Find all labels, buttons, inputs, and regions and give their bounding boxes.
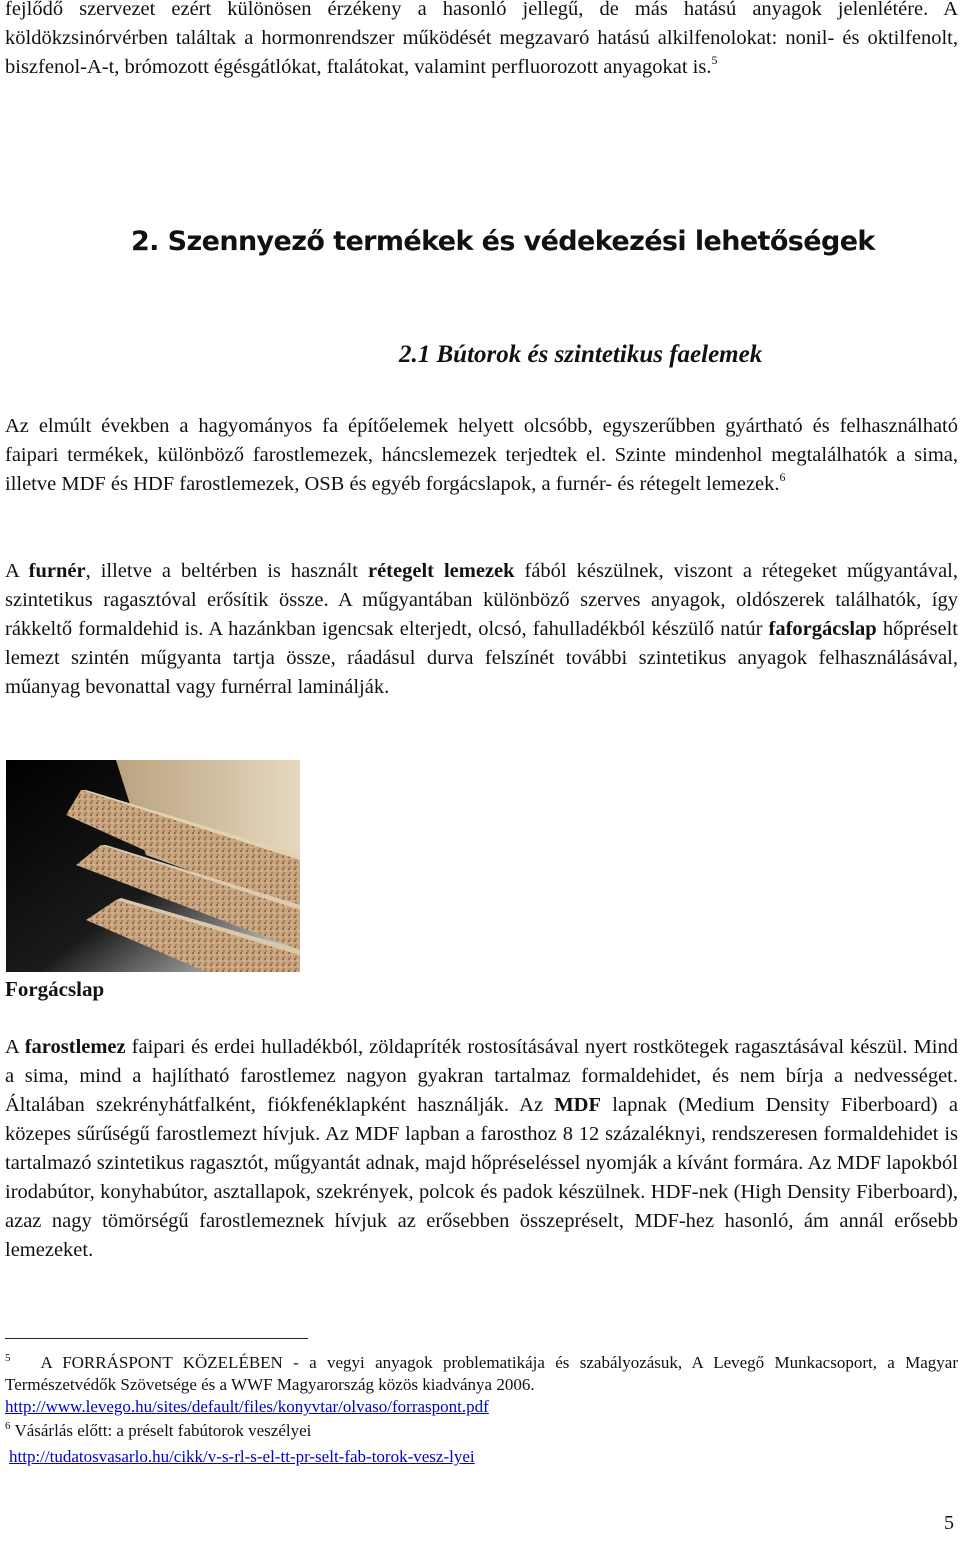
footnote-5-link[interactable]: http://www.levego.hu/sites/default/files/konyvtar/olvaso/forraspont.pdf (5, 1397, 489, 1416)
section-heading: 2. Szennyező termékek és védekezési lehetőségek (131, 226, 875, 257)
footnote-separator (5, 1338, 308, 1339)
paragraph-3: A farostlemez faipari és erdei hulladékból, zöldapríték rostosításával nyert rostkötegek ragasztásával készül. Mind a sima, mind a hajlítható farostlemez nagyon gyakran tartalmaz formaldehidet, és nem bírja a nedvességet. Általában szekrényhátfalként, fiókfenéklapként használják. Az MDF lapnak (Medium Density Fiberboard) a közepes sűrűségű farostlemezt hívjuk. Az MDF lapban a farosthoz 8 12 százaléknyi, rendszeresen formaldehidet is tartalmazó szintetikus ragasztót, műgyantát adnak, majd hőpréseléssel nyomják a kívánt formára. Az MDF lapokból irodabútor, konyhabútor, asztallapok, szekrények, polcok és padok készülnek. HDF-nek (High Density Fiberboard), azaz nagy tömörségű farostlemeznek hívjuk az erősebben összepréselt, MDF-hez hasonló, ám annál erősebb lemezeket. (5, 1036, 958, 1261)
particleboard-photo (6, 760, 300, 972)
footnote-6-link-line (9, 1446, 960, 1468)
footnote-6-link[interactable]: http://tudatosvasarlo.hu/cikk/v-s-rl-s-el-tt-pr-selt-fab-torok-vesz-lyei (9, 1447, 475, 1466)
paragraph-1: Az elmúlt években a hagyományos fa építőelemek helyett olcsóbb, egyszerűbben gyártható és felhasználható faipari termékek, különböző farostlemezek, háncslemezek terjedtek el. Szinte mindenhol megtalálhatók a sima, illetve MDF és HDF farostlemezek, OSB és egyéb forgácslapok, a furnér- és rétegelt lemezek.$^6$ (5, 415, 958, 495)
term-retegelt-lemezek: rétegelt lemezek (367, 560, 515, 582)
footnote-5: $^5$ A FORRÁSPONT KÖZELÉBEN - a vegyi anyagok problematikája és szabályozásuk, A Levegő Munkacsoport, a Magyar Természetvédők Szövetsége és a WWF Magyarország közös kiadványa 2006. http://www.levego.hu/sites/default/files/konyvtar/olvaso/forraspont.pdf (5, 1352, 959, 1416)
term-mdf: MDF (554, 1094, 602, 1116)
paragraph-2: A furnér, illetve a beltérben is használt rétegelt lemezek fából készülnek, viszont a rétegeket műgyantával, szintetikus ragasztóval erősítik össze. A műgyantában különböző szerves anyagok, oldószerek találhatók, így rákkeltő formaldehid is. A hazánkban igencsak elterjedt, olcsó, fahulladékból készülő natúr faforgácslap hőpréselt lemezt szintén műgyanta tartja össze, ráadásul durva felszínét további szintetikus anyagok felhasználásával, műanyag bevonattal vagy furnérral laminálják. (5, 560, 959, 698)
figure-caption: Forgácslap (5, 977, 105, 1001)
term-faforgacslap: faforgácslap (768, 618, 877, 640)
term-furner: furnér (28, 560, 86, 582)
footnote-ref-5[interactable]: 5 (711, 53, 718, 67)
subsection-heading: 2.1 Bútorok és szintetikus faelemek (399, 341, 763, 368)
footnote-6: $^6$ Vásárlás előtt: a préselt fabútorok veszélyei (5, 1420, 312, 1440)
page-number: 5 (944, 1512, 954, 1534)
footnote-ref-6[interactable]: 6 (779, 470, 786, 484)
term-farostlemez: farostlemez (24, 1036, 126, 1058)
intro-paragraph: fejlődő szervezet ezért különösen érzékeny a hasonló jellegű, de más hatású anyagok jelenlétére. A köldökzsinórvérben találtak a hormonrendszer működését megzavaró hatású alkilfenolokat: nonil- és oktilfenolt, biszfenol-A-t, brómozott égésgátlókat, ftalátokat, valamint perfluorozott anyagokat is.$^5$ (5, 0, 958, 78)
